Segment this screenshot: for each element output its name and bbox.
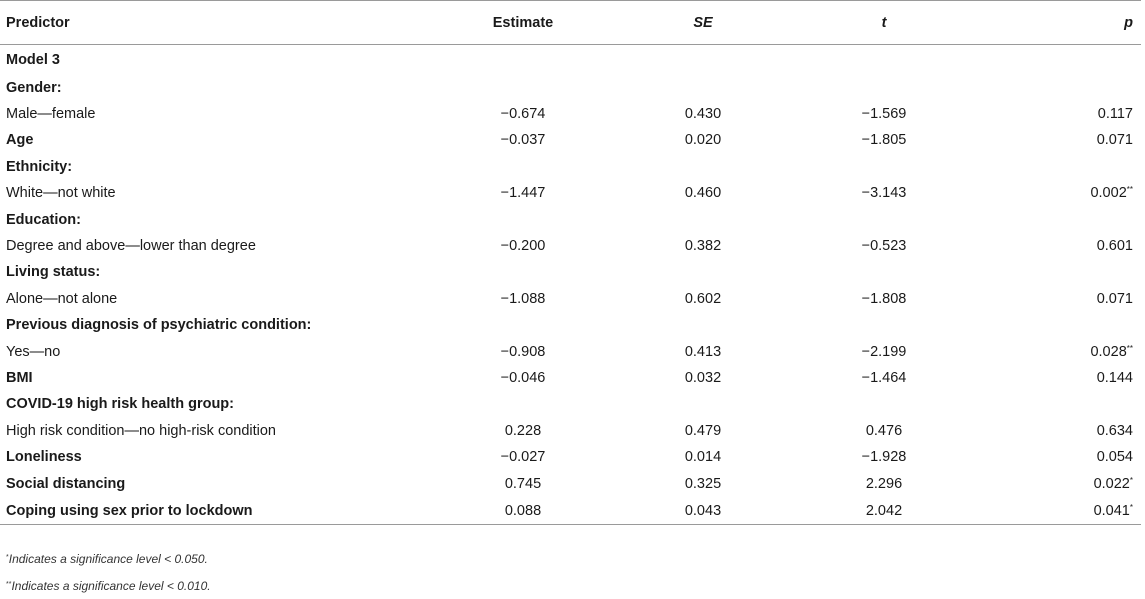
table-row bbox=[0, 206, 1141, 232]
cell-estimate bbox=[433, 206, 613, 232]
cell-t-value: −1.805 bbox=[861, 132, 907, 149]
cell-t-value: −3.143 bbox=[861, 185, 907, 202]
significance-mark: * bbox=[1129, 502, 1133, 512]
cell-estimate bbox=[433, 101, 613, 127]
cell-t-value: −2.199 bbox=[861, 343, 907, 360]
cell-estimate-value: −1.447 bbox=[500, 185, 546, 202]
cell-p bbox=[975, 233, 1141, 259]
cell-t bbox=[793, 418, 975, 444]
cell-p-value: 0.117 bbox=[1097, 106, 1133, 123]
table-row bbox=[0, 180, 1141, 206]
cell-t bbox=[793, 154, 975, 180]
cell-predictor-value: Age bbox=[6, 132, 34, 149]
cell-estimate bbox=[433, 259, 613, 285]
cell-se bbox=[613, 286, 793, 312]
cell-predictor bbox=[0, 127, 433, 153]
cell-estimate bbox=[433, 470, 613, 496]
cell-predictor-value: Alone—not alone bbox=[6, 290, 118, 307]
cell-predictor-value: Previous diagnosis of psychiatric condition: bbox=[6, 317, 312, 334]
cell-predictor-value: COVID-19 high risk health group: bbox=[6, 396, 234, 413]
cell-p-value: 0.071 bbox=[1096, 290, 1133, 307]
cell-estimate-value: −0.200 bbox=[500, 238, 546, 255]
table-body bbox=[0, 45, 1141, 525]
cell-estimate-value: −0.046 bbox=[500, 369, 546, 386]
cell-t bbox=[793, 233, 975, 259]
cell-se bbox=[613, 206, 793, 232]
cell-estimate-value: −0.908 bbox=[500, 343, 546, 360]
cell-predictor-value: Social distancing bbox=[6, 475, 126, 492]
table-row bbox=[0, 259, 1141, 285]
cell-se bbox=[613, 180, 793, 206]
cell-p-value: 0.002 bbox=[1090, 185, 1127, 202]
table-row bbox=[0, 418, 1141, 444]
footnote-single-asterisk bbox=[6, 545, 211, 572]
cell-se bbox=[613, 365, 793, 391]
cell-predictor bbox=[0, 497, 433, 525]
cell-t bbox=[793, 45, 975, 75]
significance-mark: ** bbox=[1126, 185, 1133, 195]
cell-predictor-value: Living status: bbox=[6, 264, 101, 281]
cell-predictor-value: White—not white bbox=[6, 185, 116, 202]
cell-estimate-value: −0.037 bbox=[500, 132, 546, 149]
cell-predictor bbox=[0, 75, 433, 101]
cell-predictor bbox=[0, 470, 433, 496]
cell-estimate-value: 0.228 bbox=[504, 422, 542, 439]
table-row bbox=[0, 45, 1141, 75]
cell-estimate bbox=[433, 444, 613, 470]
cell-estimate bbox=[433, 45, 613, 75]
cell-se bbox=[613, 45, 793, 75]
cell-estimate bbox=[433, 127, 613, 153]
cell-estimate-value: 0.745 bbox=[504, 475, 542, 492]
cell-p bbox=[975, 470, 1141, 496]
cell-p bbox=[975, 418, 1141, 444]
cell-t bbox=[793, 497, 975, 525]
table-header bbox=[0, 1, 1141, 45]
table-row bbox=[0, 154, 1141, 180]
cell-t-value: −1.569 bbox=[861, 106, 907, 123]
cell-se bbox=[613, 470, 793, 496]
cell-estimate bbox=[433, 154, 613, 180]
cell-estimate bbox=[433, 365, 613, 391]
cell-predictor bbox=[0, 45, 433, 75]
table-row bbox=[0, 127, 1141, 153]
cell-p bbox=[975, 127, 1141, 153]
cell-p-value: 0.601 bbox=[1096, 238, 1133, 255]
cell-se bbox=[613, 418, 793, 444]
cell-predictor-value: Yes—no bbox=[6, 343, 61, 360]
cell-p bbox=[975, 444, 1141, 470]
cell-p-value: 0.054 bbox=[1096, 449, 1133, 466]
cell-t bbox=[793, 206, 975, 232]
cell-t bbox=[793, 338, 975, 364]
cell-predictor bbox=[0, 312, 433, 338]
cell-predictor bbox=[0, 233, 433, 259]
cell-se bbox=[613, 154, 793, 180]
cell-estimate bbox=[433, 391, 613, 417]
cell-p-value: 0.144 bbox=[1096, 369, 1133, 386]
cell-p bbox=[975, 497, 1141, 525]
cell-se-value: 0.014 bbox=[684, 449, 722, 466]
cell-p bbox=[975, 206, 1141, 232]
cell-estimate-value: −0.674 bbox=[500, 106, 546, 123]
cell-se-value: 0.032 bbox=[684, 369, 722, 386]
cell-se-value: 0.430 bbox=[684, 106, 722, 123]
cell-p bbox=[975, 286, 1141, 312]
table-row bbox=[0, 497, 1141, 525]
cell-se bbox=[613, 338, 793, 364]
table-row bbox=[0, 312, 1141, 338]
cell-se-value: 0.382 bbox=[684, 238, 722, 255]
cell-se bbox=[613, 233, 793, 259]
cell-se-value: 0.479 bbox=[684, 422, 722, 439]
table-row bbox=[0, 338, 1141, 364]
cell-se bbox=[613, 444, 793, 470]
cell-se bbox=[613, 101, 793, 127]
footnote-text: Indicates a significance level < 0.010. bbox=[11, 579, 211, 593]
cell-p bbox=[975, 259, 1141, 285]
cell-t-value: −1.928 bbox=[861, 449, 907, 466]
cell-se bbox=[613, 259, 793, 285]
cell-se bbox=[613, 391, 793, 417]
cell-predictor bbox=[0, 154, 433, 180]
header-t: t bbox=[881, 14, 887, 31]
table-row bbox=[0, 391, 1141, 417]
cell-t bbox=[793, 101, 975, 127]
table-row bbox=[0, 101, 1141, 127]
cell-t-value: −1.808 bbox=[861, 290, 907, 307]
cell-p bbox=[975, 338, 1141, 364]
cell-t bbox=[793, 286, 975, 312]
significance-mark: ** bbox=[1126, 343, 1133, 353]
cell-predictor-value: Degree and above—lower than degree bbox=[6, 238, 256, 255]
cell-se bbox=[613, 75, 793, 101]
cell-predictor-value: Coping using sex prior to lockdown bbox=[6, 502, 253, 519]
cell-p-value: 0.028 bbox=[1090, 343, 1127, 360]
cell-t bbox=[793, 180, 975, 206]
cell-se bbox=[613, 127, 793, 153]
cell-predictor-value: Education: bbox=[6, 211, 81, 228]
cell-estimate bbox=[433, 338, 613, 364]
cell-t bbox=[793, 259, 975, 285]
cell-estimate bbox=[433, 233, 613, 259]
cell-p bbox=[975, 101, 1141, 127]
cell-p bbox=[975, 391, 1141, 417]
cell-t-value: 2.042 bbox=[865, 502, 903, 519]
cell-predictor-value: Ethnicity: bbox=[6, 158, 73, 175]
cell-t-value: 0.476 bbox=[865, 422, 903, 439]
cell-t bbox=[793, 127, 975, 153]
significance-mark: * bbox=[1129, 475, 1133, 485]
cell-se-value: 0.043 bbox=[684, 502, 722, 519]
footnote-text: Indicates a significance level < 0.050. bbox=[8, 552, 208, 566]
cell-t-value: −0.523 bbox=[861, 238, 907, 255]
cell-p bbox=[975, 365, 1141, 391]
cell-t bbox=[793, 75, 975, 101]
cell-predictor bbox=[0, 259, 433, 285]
cell-estimate bbox=[433, 75, 613, 101]
cell-estimate bbox=[433, 312, 613, 338]
header-estimate: Estimate bbox=[492, 14, 554, 31]
cell-t-value: −1.464 bbox=[861, 369, 907, 386]
table-row bbox=[0, 233, 1141, 259]
cell-p bbox=[975, 45, 1141, 75]
cell-predictor-value: BMI bbox=[6, 369, 33, 386]
cell-p-value: 0.071 bbox=[1096, 132, 1133, 149]
cell-p bbox=[975, 312, 1141, 338]
cell-p bbox=[975, 180, 1141, 206]
table-footnotes bbox=[6, 545, 211, 599]
cell-p-value: 0.022 bbox=[1093, 475, 1130, 492]
cell-p-value: 0.041 bbox=[1093, 502, 1130, 519]
footnote-double-asterisk bbox=[6, 572, 211, 599]
cell-predictor bbox=[0, 444, 433, 470]
cell-predictor-value: Model 3 bbox=[6, 51, 60, 68]
cell-se bbox=[613, 312, 793, 338]
table-row bbox=[0, 470, 1141, 496]
cell-se-value: 0.020 bbox=[684, 132, 722, 149]
cell-se-value: 0.460 bbox=[684, 185, 722, 202]
cell-predictor-value: Gender: bbox=[6, 79, 62, 96]
cell-estimate-value: −0.027 bbox=[500, 449, 546, 466]
cell-predictor-value: High risk condition—no high-risk condition bbox=[6, 422, 276, 439]
header-predictor: Predictor bbox=[6, 14, 70, 31]
cell-predictor-value: Loneliness bbox=[6, 449, 82, 466]
cell-se-value: 0.413 bbox=[684, 343, 722, 360]
cell-predictor-value: Male—female bbox=[6, 106, 96, 123]
table-row bbox=[0, 365, 1141, 391]
cell-t bbox=[793, 365, 975, 391]
cell-p-value: 0.634 bbox=[1096, 422, 1133, 439]
header-row bbox=[0, 1, 1141, 45]
cell-estimate-value: 0.088 bbox=[504, 502, 542, 519]
cell-predictor bbox=[0, 391, 433, 417]
cell-estimate bbox=[433, 180, 613, 206]
cell-t bbox=[793, 470, 975, 496]
cell-p bbox=[975, 75, 1141, 101]
cell-estimate-value: −1.088 bbox=[500, 290, 546, 307]
cell-estimate bbox=[433, 497, 613, 525]
cell-estimate bbox=[433, 418, 613, 444]
cell-se-value: 0.325 bbox=[684, 475, 722, 492]
cell-t bbox=[793, 444, 975, 470]
table-row bbox=[0, 444, 1141, 470]
cell-predictor bbox=[0, 365, 433, 391]
cell-se-value: 0.602 bbox=[684, 290, 722, 307]
cell-predictor bbox=[0, 418, 433, 444]
cell-predictor bbox=[0, 101, 433, 127]
footnote-mark: ** bbox=[6, 581, 12, 588]
cell-predictor bbox=[0, 180, 433, 206]
cell-t bbox=[793, 312, 975, 338]
table-row bbox=[0, 75, 1141, 101]
cell-se bbox=[613, 497, 793, 525]
cell-predictor bbox=[0, 206, 433, 232]
cell-t-value: 2.296 bbox=[865, 475, 903, 492]
cell-predictor bbox=[0, 338, 433, 364]
cell-t bbox=[793, 391, 975, 417]
table-row bbox=[0, 286, 1141, 312]
footnote-mark: * bbox=[6, 554, 9, 561]
cell-p bbox=[975, 154, 1141, 180]
cell-estimate bbox=[433, 286, 613, 312]
cell-predictor bbox=[0, 286, 433, 312]
header-p: p bbox=[1124, 14, 1133, 31]
header-se: SE bbox=[693, 14, 713, 31]
